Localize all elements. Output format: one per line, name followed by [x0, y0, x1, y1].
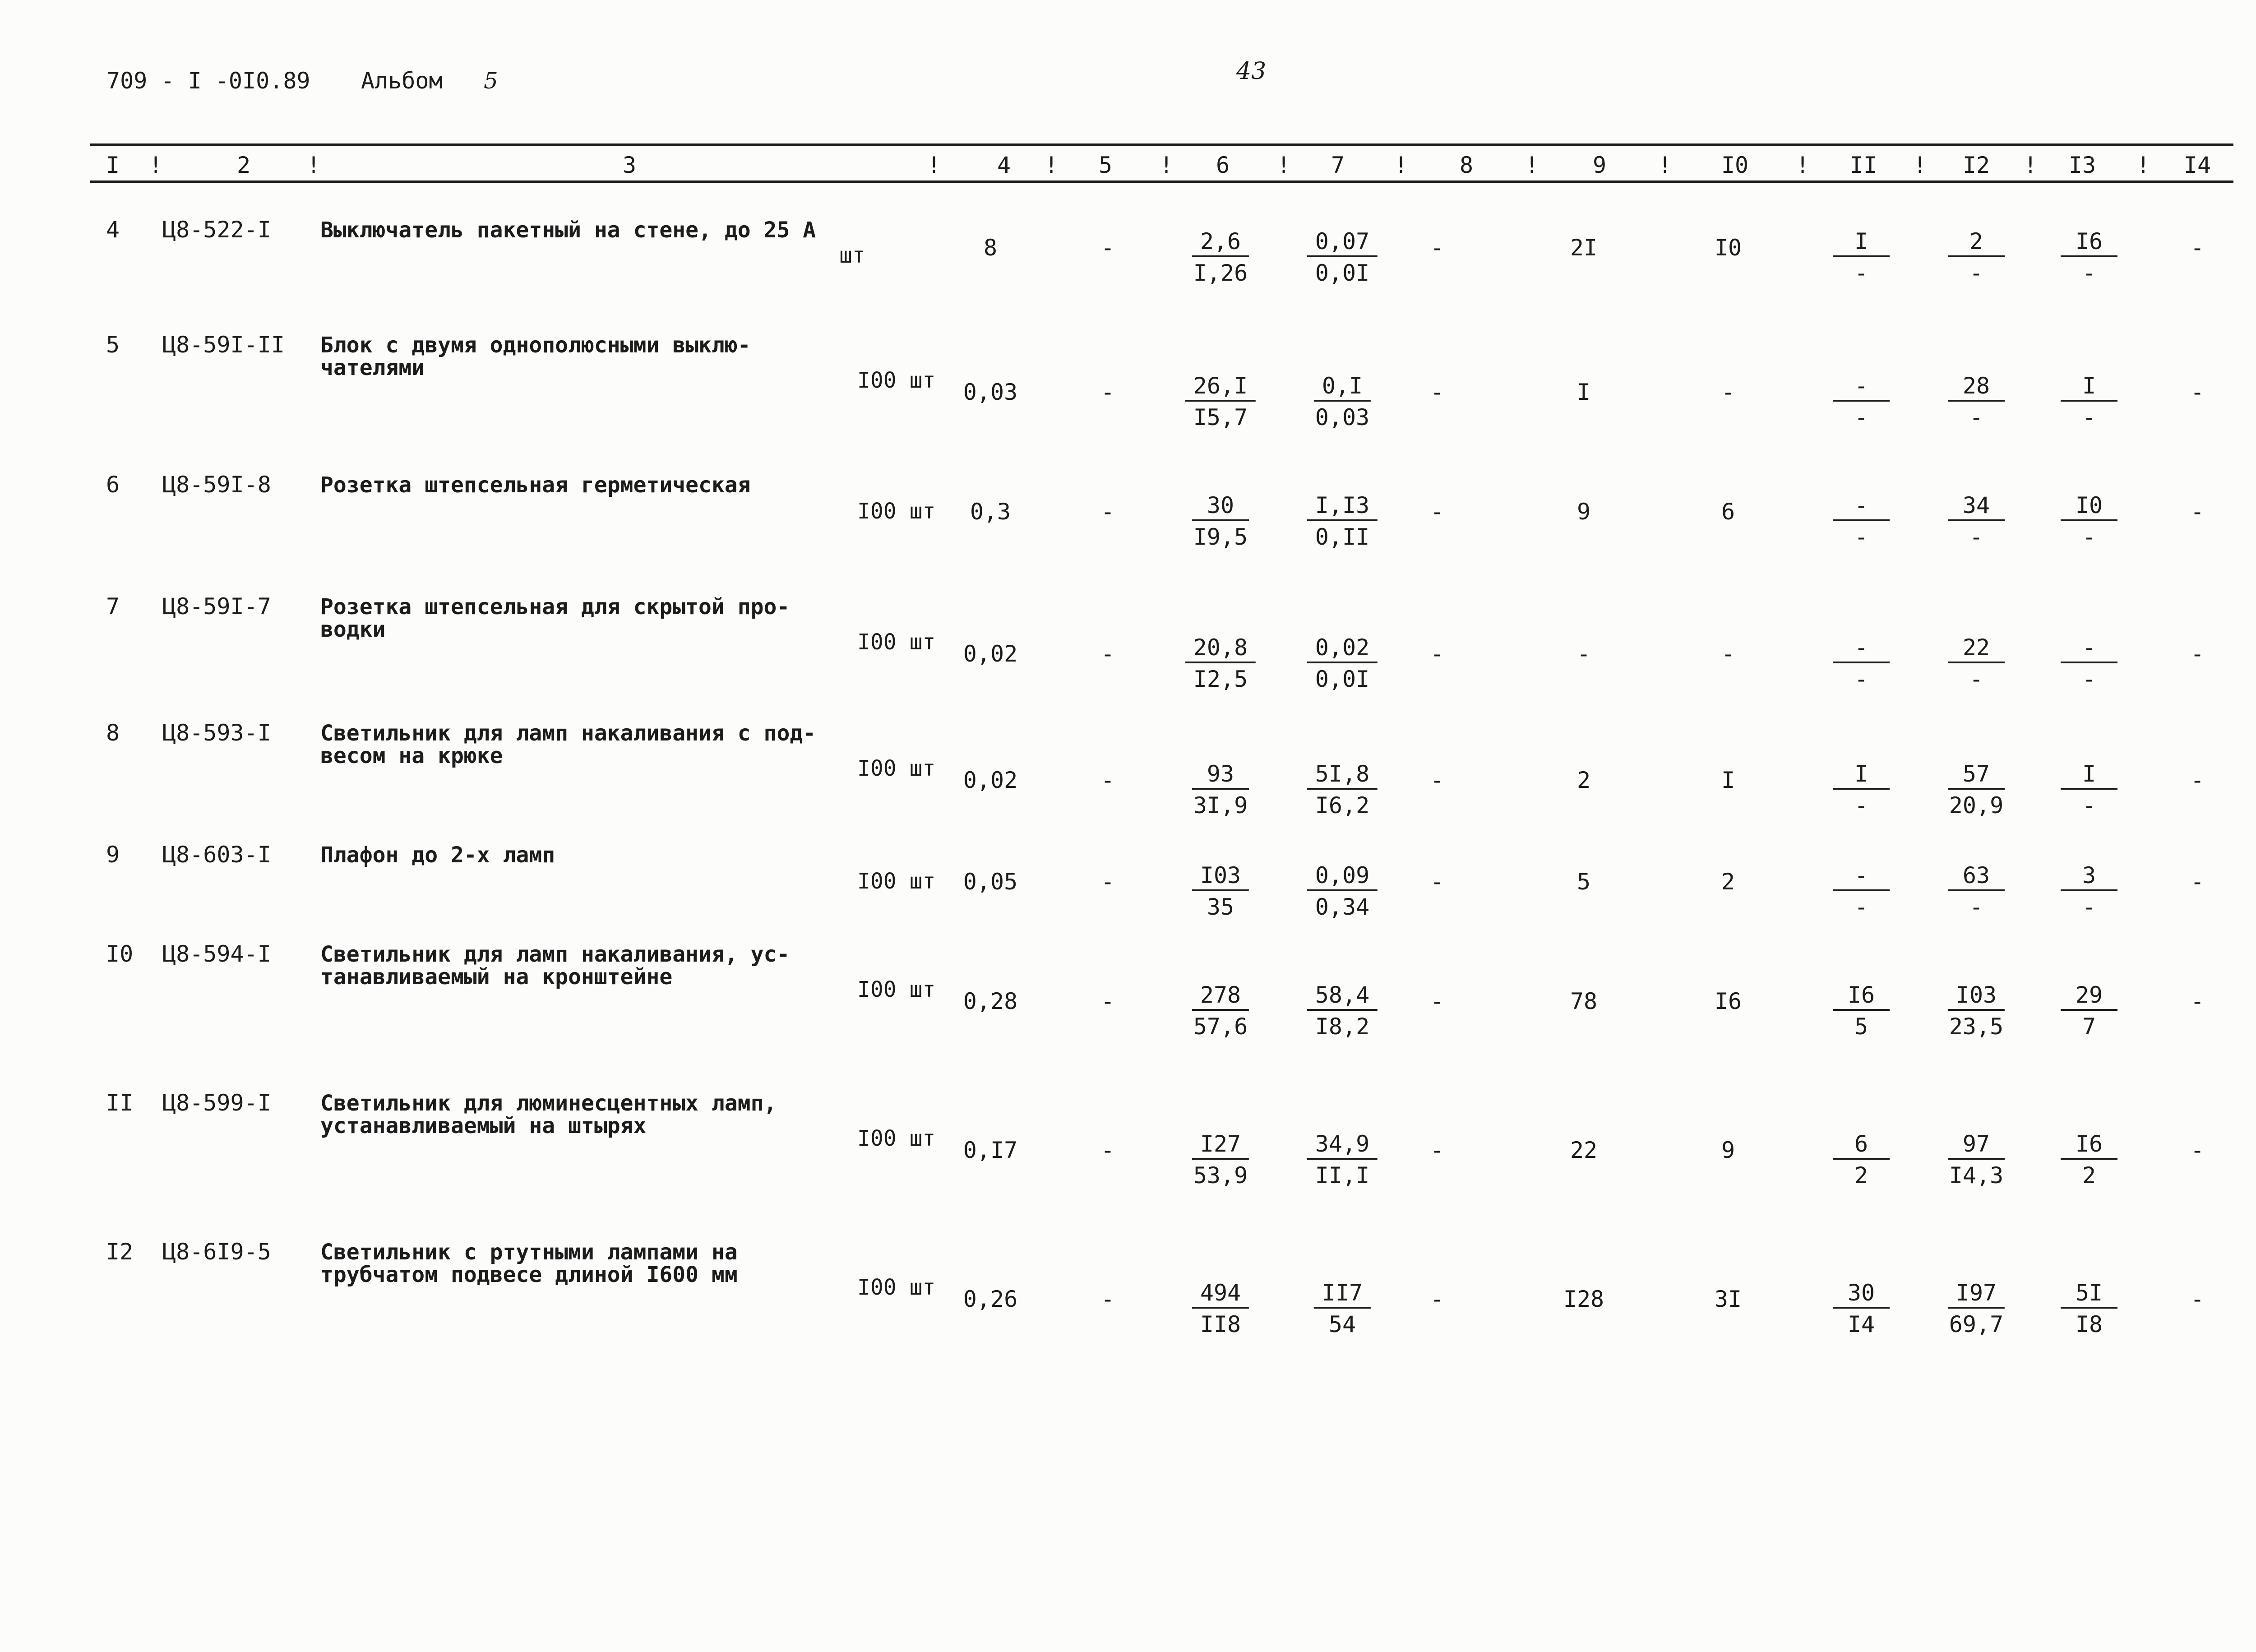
cell-c5: -	[1100, 869, 1115, 895]
fraction-c13	[2061, 982, 2117, 1040]
fraction-c13	[2061, 373, 2117, 430]
fraction-denominator: -	[1854, 404, 1868, 430]
fraction-numerator: 34,9	[1307, 1131, 1378, 1160]
fraction-numerator: I27	[1192, 1131, 1249, 1160]
row-number: 9	[106, 842, 120, 868]
cell-c5: -	[1100, 1286, 1115, 1312]
cell-c4: 8	[983, 235, 998, 261]
description-line: Плафон до 2-х ламп	[320, 842, 555, 868]
fraction-denominator: 23,5	[1949, 1013, 2004, 1040]
fraction-denominator: 0,34	[1315, 894, 1370, 920]
column-separator: !	[2023, 152, 2038, 178]
fraction-numerator: I6	[2061, 228, 2117, 257]
column-number: I2	[1962, 152, 1990, 178]
fraction-denominator: 69,7	[1949, 1311, 2004, 1337]
cell-c4: 0,26	[963, 1286, 1018, 1312]
cell-c8: -	[1430, 641, 1444, 667]
unit-of-measure: I00 шт	[857, 977, 936, 1002]
column-number: 7	[1331, 152, 1345, 178]
fraction-denominator: 0,03	[1315, 404, 1370, 430]
cell-c8: -	[1430, 869, 1444, 895]
cell-c14: -	[2190, 235, 2205, 261]
fraction-denominator: II,I	[1315, 1162, 1370, 1189]
fraction-denominator: -	[2082, 260, 2096, 286]
fraction-denominator: -	[1854, 666, 1868, 692]
description-line: Розетка штепсельная герметическая	[320, 472, 751, 498]
row-number: I2	[106, 1239, 134, 1265]
column-number: II	[1849, 152, 1877, 178]
fraction-c12	[1948, 492, 2005, 550]
cell-c9: -	[1576, 641, 1591, 667]
fraction-numerator: 3	[2061, 862, 2117, 891]
fraction-c6	[1192, 982, 1249, 1040]
description-line: Выключатель пакетный на стене, до 25 А	[320, 217, 816, 243]
fraction-denominator: -	[2082, 524, 2096, 550]
column-number: 5	[1098, 152, 1113, 178]
fraction-numerator: 6	[1833, 1131, 1890, 1160]
fraction-c13	[2061, 228, 2117, 286]
fraction-denominator: I4	[1847, 1311, 1875, 1337]
fraction-numerator: I97	[1948, 1280, 2005, 1309]
row-number: I0	[106, 941, 134, 967]
column-separator: !	[1044, 152, 1059, 178]
fraction-numerator: I,I3	[1307, 492, 1378, 521]
fraction-denominator: -	[1854, 524, 1868, 550]
cell-c5: -	[1100, 1137, 1115, 1163]
cell-c5: -	[1100, 767, 1115, 793]
cell-c14: -	[2190, 1286, 2205, 1312]
row-number: II	[106, 1090, 134, 1116]
fraction-c7	[1307, 761, 1378, 819]
unit-of-measure: I00 шт	[857, 1275, 936, 1300]
column-separator: !	[1913, 152, 1927, 178]
column-number: 4	[997, 152, 1011, 178]
fraction-denominator: II8	[1200, 1311, 1241, 1337]
description-line: весом на крюке	[320, 743, 503, 768]
column-number: 3	[622, 152, 637, 178]
fraction-c6	[1192, 228, 1249, 286]
fraction-numerator: 28	[1948, 373, 2005, 402]
column-number: I3	[2068, 152, 2096, 178]
fraction-numerator: 30	[1833, 1280, 1890, 1309]
column-separator: !	[1394, 152, 1408, 178]
fraction-c13	[2061, 634, 2117, 692]
description-line: Светильник для ламп накаливания с под-	[320, 721, 816, 746]
description-line: устанавливаемый на штырях	[320, 1113, 647, 1138]
fraction-c6	[1192, 492, 1249, 550]
cell-c5: -	[1100, 988, 1115, 1014]
fraction-numerator: 278	[1192, 982, 1249, 1011]
description-line: Светильник с ртутными лампами на	[320, 1240, 738, 1265]
rate-code: Ц8-6I9-5	[162, 1239, 271, 1265]
cell-c4: 0,3	[970, 499, 1011, 525]
fraction-c12	[1948, 1280, 2005, 1337]
album-label: Альбом	[361, 68, 443, 94]
cell-c4: 0,I7	[963, 1137, 1018, 1163]
fraction-numerator: I6	[2061, 1131, 2117, 1160]
fraction-numerator: 57	[1948, 761, 2005, 790]
row-number: 8	[106, 720, 120, 746]
fraction-numerator: I03	[1192, 862, 1249, 891]
fraction-denominator: I4,3	[1949, 1162, 2004, 1189]
fraction-c12	[1948, 761, 2005, 819]
fraction-numerator: 97	[1948, 1131, 2005, 1160]
fraction-c7	[1314, 373, 1371, 430]
fraction-denominator: 2	[1854, 1162, 1868, 1189]
cell-c9: 2	[1576, 767, 1591, 793]
description-line: водки	[320, 617, 386, 642]
fraction-denominator: 54	[1328, 1311, 1356, 1337]
cell-c5: -	[1100, 235, 1115, 261]
fraction-denominator: I8,2	[1315, 1013, 1370, 1040]
fraction-numerator: -	[2061, 634, 2117, 663]
cell-c8: -	[1430, 379, 1444, 405]
fraction-numerator: I0	[2061, 492, 2117, 521]
row-number: 4	[106, 217, 120, 243]
description-line: Блок с двумя однополюсными выклю-	[320, 333, 751, 358]
cell-c8: -	[1430, 235, 1444, 261]
cell-c8: -	[1430, 1137, 1444, 1163]
fraction-numerator: 29	[2061, 982, 2117, 1011]
fraction-numerator: I03	[1948, 982, 2005, 1011]
fraction-denominator: 2	[2082, 1162, 2096, 1189]
work-description	[320, 943, 790, 988]
cell-c10: I	[1721, 767, 1735, 793]
cell-c9: 5	[1576, 869, 1591, 895]
work-description	[320, 219, 816, 241]
cell-c14: -	[2190, 379, 2205, 405]
column-separator: !	[1276, 152, 1291, 178]
cell-c5: -	[1100, 379, 1115, 405]
cell-c14: -	[2190, 767, 2205, 793]
rate-code: Ц8-593-I	[162, 720, 271, 746]
cell-c14: -	[2190, 869, 2205, 895]
column-number: I4	[2183, 152, 2211, 178]
column-number: 6	[1216, 152, 1230, 178]
fraction-c11	[1833, 982, 1890, 1040]
fraction-denominator: 0,0I	[1315, 666, 1370, 692]
fraction-numerator: 30	[1192, 492, 1249, 521]
fraction-denominator: -	[1969, 404, 1983, 430]
cell-c9: I28	[1563, 1286, 1604, 1312]
fraction-c12	[1948, 1131, 2005, 1189]
column-number: 9	[1592, 152, 1607, 178]
cell-c14: -	[2190, 1137, 2205, 1163]
fraction-numerator: 5I	[2061, 1280, 2117, 1309]
fraction-c6	[1192, 862, 1249, 920]
fraction-numerator: 2	[1948, 228, 2005, 257]
rate-code: Ц8-594-I	[162, 941, 271, 967]
column-number: I0	[1721, 152, 1749, 178]
fraction-denominator: I2,5	[1193, 666, 1248, 692]
fraction-numerator: I	[2061, 761, 2117, 790]
fraction-denominator: 3I,9	[1193, 792, 1248, 819]
fraction-c11	[1833, 228, 1890, 286]
cell-c5: -	[1100, 499, 1115, 525]
rate-code: Ц8-59I-II	[162, 332, 285, 358]
unit-of-measure: I00 шт	[857, 499, 936, 524]
fraction-denominator: 7	[2082, 1013, 2096, 1040]
fraction-denominator: 20,9	[1949, 792, 2004, 819]
cell-c8: -	[1430, 988, 1444, 1014]
fraction-numerator: 494	[1192, 1280, 1249, 1309]
fraction-c6	[1192, 1280, 1249, 1337]
fraction-c6	[1192, 761, 1249, 819]
fraction-numerator: -	[1833, 492, 1890, 521]
fraction-denominator: -	[1854, 260, 1868, 286]
fraction-c7	[1314, 1280, 1371, 1337]
description-line: Светильник для люминесцентных ламп,	[320, 1091, 777, 1116]
fraction-c12	[1948, 228, 2005, 286]
cell-c14: -	[2190, 988, 2205, 1014]
fraction-denominator: -	[2082, 404, 2096, 430]
fraction-denominator: I9,5	[1193, 524, 1248, 550]
fraction-c13	[2061, 1131, 2117, 1189]
unit-of-measure: I00 шт	[857, 756, 936, 781]
column-separator: !	[1795, 152, 1810, 178]
fraction-c11	[1833, 862, 1890, 920]
page-number: 43	[1236, 58, 1267, 85]
cell-c10: -	[1721, 379, 1735, 405]
row-number: 7	[106, 593, 120, 620]
fraction-c11	[1833, 761, 1890, 819]
fraction-denominator: I5,7	[1193, 404, 1248, 430]
cell-c10: -	[1721, 641, 1735, 667]
fraction-numerator: 2,6	[1192, 228, 1249, 257]
fraction-c7	[1307, 862, 1378, 920]
column-separator: !	[927, 152, 941, 178]
fraction-numerator: 0,I	[1314, 373, 1371, 402]
unit-of-measure: I00 шт	[857, 869, 936, 894]
fraction-denominator: 35	[1207, 894, 1234, 920]
cell-c10: 6	[1721, 499, 1735, 525]
cell-c4: 0,02	[963, 641, 1018, 667]
cell-c8: -	[1430, 767, 1444, 793]
fraction-numerator: 63	[1948, 862, 2005, 891]
fraction-c7	[1307, 982, 1378, 1040]
fraction-numerator: 20,8	[1185, 634, 1256, 663]
fraction-numerator: 26,I	[1185, 373, 1256, 402]
cell-c9: 9	[1576, 499, 1591, 525]
fraction-denominator: -	[1854, 792, 1868, 819]
column-separator: !	[306, 152, 321, 178]
cell-c4: 0,05	[963, 869, 1018, 895]
fraction-c12	[1948, 634, 2005, 692]
fraction-c12	[1948, 373, 2005, 430]
fraction-denominator: -	[2082, 894, 2096, 920]
fraction-c13	[2061, 492, 2117, 550]
column-separator: !	[1525, 152, 1539, 178]
column-separator: !	[1658, 152, 1672, 178]
fraction-c11	[1833, 634, 1890, 692]
fraction-numerator: 0,07	[1307, 228, 1378, 257]
description-line: танавливаемый на кронштейне	[320, 964, 673, 990]
rate-code: Ц8-59I-8	[162, 472, 271, 498]
unit-of-measure: I00 шт	[857, 629, 936, 655]
fraction-denominator: I,26	[1193, 260, 1248, 286]
rate-code: Ц8-603-I	[162, 842, 271, 868]
fraction-numerator: 58,4	[1307, 982, 1378, 1011]
cell-c10: I0	[1714, 235, 1742, 261]
fraction-c7	[1307, 492, 1378, 550]
fraction-c12	[1948, 982, 2005, 1040]
fraction-numerator: II7	[1314, 1280, 1371, 1309]
fraction-numerator: 0,02	[1307, 634, 1378, 663]
fraction-c7	[1307, 634, 1378, 692]
cell-c9: 78	[1570, 988, 1598, 1014]
fraction-denominator: -	[1969, 524, 1983, 550]
fraction-c12	[1948, 862, 2005, 920]
fraction-numerator: I	[1833, 228, 1890, 257]
fraction-denominator: 53,9	[1193, 1162, 1248, 1189]
fraction-c13	[2061, 862, 2117, 920]
document-code: 709 - I -0I0.89	[106, 68, 310, 94]
fraction-numerator: 22	[1948, 634, 2005, 663]
fraction-denominator: I8	[2075, 1311, 2103, 1337]
cell-c4: 0,02	[963, 767, 1018, 793]
cell-c10: I6	[1714, 988, 1742, 1014]
fraction-numerator: I6	[1833, 982, 1890, 1011]
fraction-c13	[2061, 1280, 2117, 1337]
description-line: Розетка штепсельная для скрытой про-	[320, 594, 790, 620]
work-description	[320, 596, 790, 641]
work-description	[320, 844, 555, 866]
cell-c8: -	[1430, 1286, 1444, 1312]
cell-c9: 22	[1570, 1137, 1598, 1163]
fraction-denominator: -	[2082, 666, 2096, 692]
fraction-c6	[1185, 634, 1256, 692]
fraction-numerator: -	[1833, 634, 1890, 663]
fraction-denominator: 0,0I	[1315, 260, 1370, 286]
fraction-numerator: 34	[1948, 492, 2005, 521]
work-description	[320, 1241, 738, 1286]
work-description	[320, 334, 751, 379]
description-line: чателями	[320, 355, 425, 380]
column-number: 8	[1459, 152, 1474, 178]
row-number: 6	[106, 472, 120, 498]
description-line: трубчатом подвесе длиной I600 мм	[320, 1262, 738, 1287]
fraction-denominator: 57,6	[1193, 1013, 1248, 1040]
fraction-numerator: I	[2061, 373, 2117, 402]
fraction-denominator: -	[2082, 792, 2096, 819]
unit-of-measure: шт	[839, 243, 865, 268]
cell-c4: 0,03	[963, 379, 1018, 405]
column-number: I	[106, 152, 120, 178]
fraction-c6	[1185, 373, 1256, 430]
fraction-denominator: I6,2	[1315, 792, 1370, 819]
cell-c10: 9	[1721, 1137, 1735, 1163]
work-description	[320, 474, 751, 496]
fraction-c13	[2061, 761, 2117, 819]
cell-c5: -	[1100, 641, 1115, 667]
work-description	[320, 722, 816, 767]
column-separator: !	[148, 152, 163, 178]
cell-c9: 2I	[1570, 235, 1598, 261]
row-number: 5	[106, 332, 120, 358]
column-separator: !	[2136, 152, 2150, 178]
cell-c9: I	[1576, 379, 1591, 405]
description-line: Светильник для ламп накаливания, ус-	[320, 942, 790, 967]
cell-c10: 3I	[1714, 1286, 1742, 1312]
fraction-c6	[1192, 1131, 1249, 1189]
rate-code: Ц8-599-I	[162, 1090, 271, 1116]
fraction-numerator: -	[1833, 862, 1890, 891]
fraction-denominator: -	[1854, 894, 1868, 920]
fraction-denominator: -	[1969, 666, 1983, 692]
album-number: 5	[484, 68, 498, 94]
fraction-c11	[1833, 373, 1890, 430]
fraction-denominator: 5	[1854, 1013, 1868, 1040]
fraction-denominator: 0,II	[1315, 524, 1370, 550]
fraction-numerator: 0,09	[1307, 862, 1378, 891]
rate-code: Ц8-59I-7	[162, 593, 271, 620]
fraction-c7	[1307, 228, 1378, 286]
cell-c4: 0,28	[963, 988, 1018, 1014]
work-description	[320, 1092, 777, 1137]
fraction-numerator: -	[1833, 373, 1890, 402]
fraction-c11	[1833, 492, 1890, 550]
table-header-rule	[90, 180, 2233, 183]
unit-of-measure: I00 шт	[857, 1126, 936, 1151]
table-top-rule	[90, 143, 2233, 146]
rate-code: Ц8-522-I	[162, 217, 271, 243]
fraction-c11	[1833, 1280, 1890, 1337]
cell-c10: 2	[1721, 869, 1735, 895]
cell-c14: -	[2190, 499, 2205, 525]
column-number: 2	[236, 152, 251, 178]
column-separator: !	[1159, 152, 1174, 178]
fraction-denominator: -	[1969, 260, 1983, 286]
fraction-numerator: 93	[1192, 761, 1249, 790]
fraction-c11	[1833, 1131, 1890, 1189]
fraction-denominator: -	[1969, 894, 1983, 920]
cell-c8: -	[1430, 499, 1444, 525]
fraction-c7	[1307, 1131, 1378, 1189]
fraction-numerator: 5I,8	[1307, 761, 1378, 790]
cell-c14: -	[2190, 641, 2205, 667]
unit-of-measure: I00 шт	[857, 368, 936, 393]
fraction-numerator: I	[1833, 761, 1890, 790]
